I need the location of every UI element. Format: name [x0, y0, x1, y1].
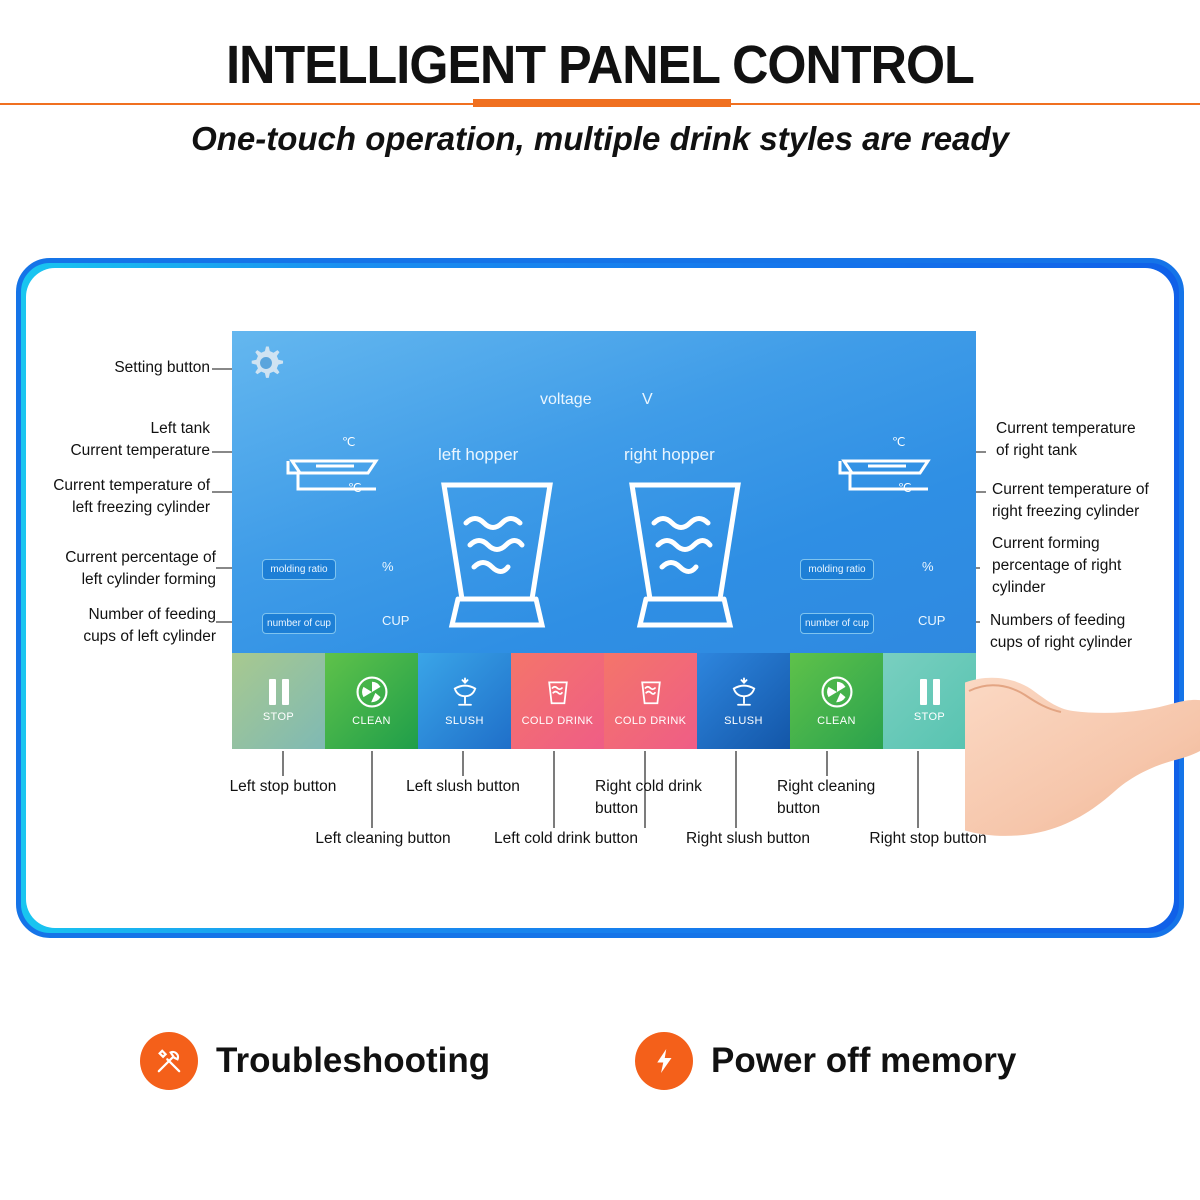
- left-slush-button[interactable]: [418, 653, 511, 749]
- right-stop-button-label: STOP: [913, 711, 946, 723]
- header-divider-accent: [473, 99, 731, 107]
- callout-setting-button: Setting button: [114, 359, 210, 376]
- page-subtitle: One-touch operation, multiple drink styles are ready: [191, 120, 1009, 157]
- right-slush-button-label: SLUSH: [724, 715, 763, 727]
- callout-left-slush-button: Left slush button: [406, 778, 520, 795]
- right-number-of-cup-field[interactable]: number of cup: [800, 613, 874, 634]
- right-hopper-label: right hopper: [624, 445, 715, 464]
- right-percent-unit: %: [922, 559, 934, 574]
- clean-rotor-icon: [355, 675, 389, 709]
- feature-troubleshooting-label: Troubleshooting: [216, 1041, 491, 1080]
- pause-icon: [269, 679, 289, 705]
- callout-left-cylinder-temp-line1: Current temperature of: [53, 477, 210, 494]
- callout-right-cold-drink-line2: button: [595, 800, 639, 817]
- voltage-unit: V: [642, 391, 653, 408]
- control-screen[interactable]: [232, 331, 976, 749]
- pause-icon: [920, 679, 940, 705]
- right-tank-icon: [832, 439, 942, 509]
- callout-right-slush-button: Right slush button: [685, 830, 811, 847]
- callout-left-tank-temp-line2: Current temperature: [70, 442, 210, 459]
- left-cold-drink-button-label: COLD DRINK: [521, 715, 594, 727]
- callout-right-feeding-line1: Numbers of feeding: [990, 612, 1126, 629]
- left-stop-button-label: STOP: [262, 711, 295, 723]
- left-cleaning-button[interactable]: [325, 653, 418, 749]
- right-stop-button[interactable]: [883, 653, 976, 749]
- feature-power-off-memory: [635, 1032, 1016, 1090]
- callout-right-forming-line2: percentage of right: [992, 557, 1122, 574]
- left-stop-button[interactable]: [232, 653, 325, 749]
- right-cylinder-degree-unit: ℃: [898, 481, 912, 495]
- cold-drink-glass-icon: [542, 675, 574, 709]
- callout-left-forming-line1: Current percentage of: [65, 549, 216, 566]
- callout-left-cleaning-button: Left cleaning button: [315, 830, 451, 847]
- callout-left-feeding-line2: cups of left cylinder: [83, 628, 216, 645]
- callout-right-cylinder-temp-line2: right freezing cylinder: [992, 503, 1140, 520]
- pointing-hand-image: [965, 655, 1200, 840]
- voltage-label: voltage: [540, 391, 592, 408]
- right-molding-ratio-field[interactable]: molding ratio: [800, 559, 874, 580]
- left-molding-ratio-field[interactable]: molding ratio: [262, 559, 336, 580]
- callout-right-forming-line3: cylinder: [992, 579, 1046, 596]
- right-slush-button[interactable]: [697, 653, 790, 749]
- gear-icon[interactable]: [244, 341, 288, 385]
- callout-right-forming-line1: Current forming: [992, 535, 1100, 552]
- callout-left-forming-line2: left cylinder forming: [81, 571, 216, 588]
- clean-rotor-icon: [820, 675, 854, 709]
- left-hopper-cup-icon: [434, 479, 560, 631]
- right-cleaning-button[interactable]: [790, 653, 883, 749]
- callout-right-cleaning-line2: button: [777, 800, 821, 817]
- button-row: [232, 653, 976, 749]
- callout-left-feeding-line1: Number of feeding: [88, 606, 216, 623]
- callout-left-tank-temp-line1: Left tank: [150, 420, 210, 437]
- right-cup-unit: CUP: [918, 613, 946, 628]
- left-cylinder-degree-unit: ℃: [348, 481, 362, 495]
- left-cleaning-button-label: CLEAN: [352, 715, 391, 727]
- tools-icon: [140, 1032, 198, 1090]
- cold-drink-glass-icon: [635, 675, 667, 709]
- left-hopper-label: left hopper: [438, 445, 519, 464]
- callout-left-cold-drink-button: Left cold drink button: [494, 830, 638, 847]
- callout-right-cold-drink-line1: Right cold drink: [595, 778, 702, 795]
- callout-right-cleaning-line1: Right cleaning: [777, 778, 876, 795]
- callout-left-cylinder-temp-line2: left freezing cylinder: [72, 499, 210, 516]
- slush-cup-icon: [727, 675, 761, 709]
- lightning-bolt-icon: [635, 1032, 693, 1090]
- left-tank-degree-unit: ℃: [342, 435, 356, 449]
- callout-left-stop-button: Left stop button: [229, 778, 337, 795]
- page-title: INTELLIGENT PANEL CONTROL: [226, 35, 974, 95]
- right-cold-drink-button-label: COLD DRINK: [614, 715, 687, 727]
- callout-right-cylinder-temp-line1: Current temperature of: [992, 481, 1149, 498]
- right-tank-degree-unit: ℃: [892, 435, 906, 449]
- left-cup-unit: CUP: [382, 613, 410, 628]
- left-cold-drink-button[interactable]: [511, 653, 604, 749]
- callout-right-tank-temp-line1: Current temperature: [996, 420, 1136, 437]
- right-cleaning-button-label: CLEAN: [817, 715, 856, 727]
- callout-right-tank-temp-line2: of right tank: [996, 442, 1077, 459]
- feature-power-off-memory-label: Power off memory: [711, 1041, 1017, 1080]
- callout-right-stop-button: Right stop button: [869, 830, 987, 847]
- left-slush-button-label: SLUSH: [445, 715, 484, 727]
- left-number-of-cup-field[interactable]: number of cup: [262, 613, 336, 634]
- right-hopper-cup-icon: [622, 479, 748, 631]
- left-tank-icon: [280, 439, 390, 509]
- feature-troubleshooting: [140, 1032, 490, 1090]
- slush-cup-icon: [448, 675, 482, 709]
- left-percent-unit: %: [382, 559, 394, 574]
- right-cold-drink-button[interactable]: [604, 653, 697, 749]
- callout-right-feeding-line2: cups of right cylinder: [990, 634, 1133, 651]
